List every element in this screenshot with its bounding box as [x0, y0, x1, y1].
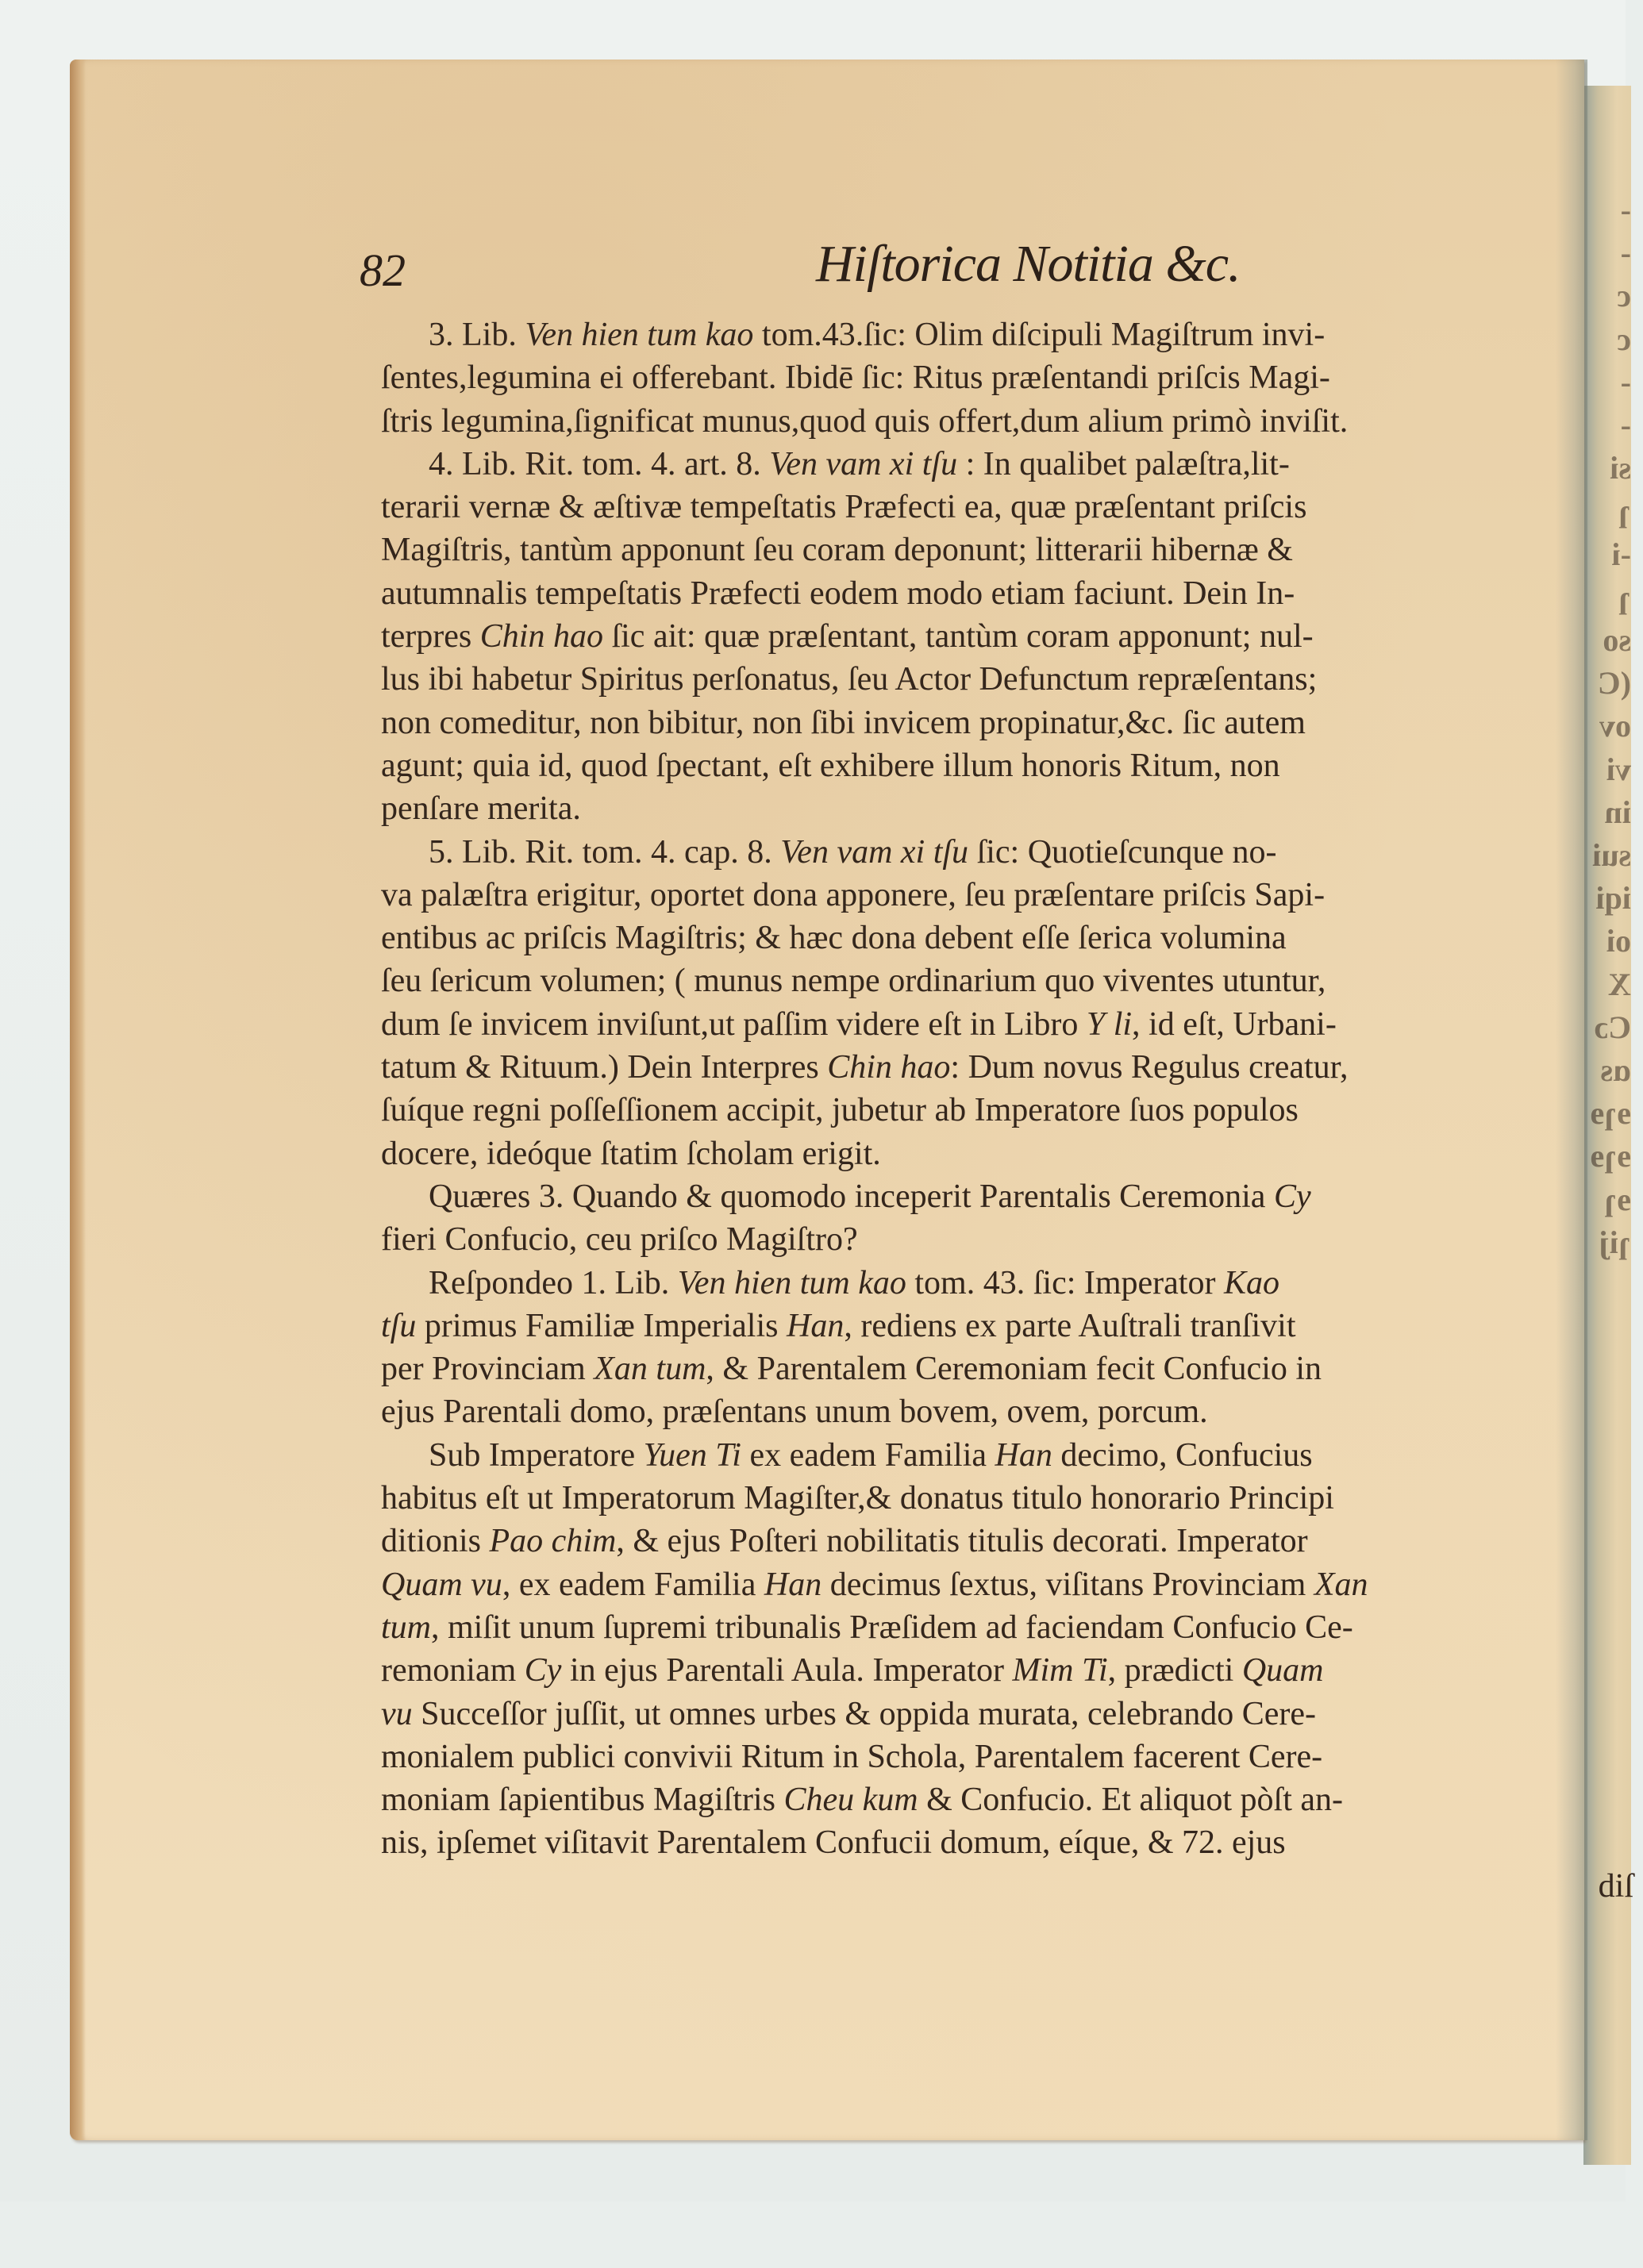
text-line — [381, 1693, 1643, 1736]
transliterated-term: Chin hao — [479, 618, 603, 655]
transliterated-term: Ven hien tum kao — [677, 1264, 906, 1301]
text-segment: moniam ſapientibus Magiſtris — [381, 1782, 784, 1819]
text-segment: decimo, Confucius — [1052, 1436, 1313, 1474]
text-line — [381, 658, 1643, 701]
transliterated-term: Pao chim — [489, 1523, 617, 1560]
text-line — [381, 1305, 1643, 1347]
transliterated-term: Ven vam xi tſu — [780, 833, 969, 871]
bleed-through-glyph: ɿ — [1618, 579, 1631, 615]
text-segment: Succeſſor juſſit, ut omnes urbes & oppida murata, celebrando Cere- — [412, 1695, 1316, 1732]
bleed-through-glyph: - — [1620, 407, 1631, 444]
text-segment: ex eadem Familia — [741, 1436, 995, 1474]
bleed-through-glyph: ɿ — [1618, 493, 1631, 529]
running-header — [70, 171, 1584, 296]
bleed-through-glyph: Cɔ — [1594, 1009, 1631, 1045]
text-segment: docere, ideóque ſtatim ſcholam erigit. — [381, 1135, 881, 1172]
text-line — [381, 1390, 1643, 1433]
text-segment: dum ſe invicem inviſunt,ut paſſim videre eſt in Libro — [381, 1005, 1087, 1043]
text-segment: , prædicti — [1107, 1652, 1242, 1689]
text-segment: per Provinciam — [381, 1351, 594, 1388]
body-text — [381, 313, 1643, 1908]
text-segment: tom. 43. ſic: Imperator — [906, 1264, 1224, 1301]
text-line — [381, 1175, 1643, 1218]
text-line — [381, 1003, 1643, 1046]
text-segment: ſentes,legumina ei offerebant. Ibidē ſic: Ritus præſentandi priſcis Magi- — [381, 359, 1330, 397]
bleed-through-glyph: in — [1604, 794, 1631, 830]
text-segment: diſ — [1598, 1867, 1633, 1905]
text-segment: terpres — [381, 618, 480, 655]
transliterated-term: Ven hien tum kao — [525, 317, 754, 353]
bleed-through-glyph: oi — [1606, 923, 1631, 959]
text-line — [381, 1089, 1643, 1132]
text-segment: habitus eſt ut Imperatorum Magiſter,& donatus titulo honorario Principi — [381, 1480, 1334, 1517]
text-segment: monialem publici convivii Ritum in Schola, Parentalem facerent Cere- — [381, 1738, 1323, 1775]
text-segment: nis, ipſemet viſitavit Parentalem Confucii domum, eíque, & 72. ejus — [381, 1824, 1286, 1862]
transliterated-term: Kao — [1223, 1264, 1279, 1301]
text-line — [381, 1347, 1643, 1390]
text-line — [381, 1563, 1643, 1606]
text-segment: autumnalis tempeſtatis Præfecti eodem modo etiam faciunt. Dein In- — [381, 575, 1295, 612]
bleed-through-glyph: iqi — [1595, 880, 1631, 917]
text-line — [381, 1046, 1643, 1089]
bleed-through-glyph: (C — [1597, 665, 1631, 702]
transliterated-term: Cy — [1273, 1178, 1311, 1215]
text-line — [381, 1865, 1643, 1908]
text-line — [381, 1821, 1643, 1864]
text-segment: terarii vernæ & æſtivæ tempeſtatis Præfecti ea, quæ præſentant priſcis — [381, 489, 1307, 526]
text-segment: non comeditur, non bibitur, non ſibi invicem propinatur,&c. ſic autem — [381, 704, 1306, 741]
bleed-through-glyph: ɿij — [1599, 1224, 1631, 1260]
text-line — [381, 1132, 1643, 1175]
text-segment: ſic ait: quæ præſentant, tantùm coram apponunt; nul- — [602, 618, 1314, 655]
text-segment: ſuíque regni poſſeſſionem accipit, jubetur ab Imperatore ſuos populos — [381, 1092, 1299, 1129]
bleed-through-glyph: ɘɿɘ — [1590, 1138, 1631, 1174]
text-line — [381, 1434, 1643, 1477]
bleed-through-glyph: ɘɿ — [1604, 1181, 1631, 1217]
transliterated-term: Y li — [1086, 1005, 1133, 1043]
transliterated-term: Han — [764, 1566, 822, 1603]
text-segment: & Confucio. Et aliquot pòſt an- — [918, 1782, 1344, 1819]
bleed-through-glyph: X — [1608, 966, 1631, 1002]
text-segment: , & Parentalem Ceremoniam fecit Confucio in — [706, 1351, 1322, 1388]
text-segment: penſare merita. — [381, 790, 581, 828]
transliterated-term: Xan tum — [594, 1351, 706, 1388]
text-segment: , & ejus Poſteri nobilitatis titulis decorati. Imperator — [616, 1523, 1308, 1560]
text-line — [381, 1477, 1643, 1520]
text-line — [381, 1262, 1643, 1305]
text-line — [381, 1736, 1643, 1778]
text-line — [381, 917, 1643, 959]
transliterated-term: Quam — [1241, 1652, 1324, 1689]
text-segment: ſtris legumina,ſignificat munus,quod quis offert,dum alium primò inviſit. — [381, 402, 1349, 440]
text-segment: 3. Lib. — [429, 317, 525, 353]
bleed-through-glyph: vi — [1606, 751, 1631, 787]
text-segment: tom.43.ſic: Olim diſcipuli Magiſtrum invi- — [753, 317, 1326, 353]
text-segment: entibus ac priſcis Magiſtris; & hæc dona debent eſſe ſerica volumina — [381, 920, 1287, 957]
text-segment: va palæſtra erigitur, oportet dona apponere, ſeu præſentare priſcis Sapi- — [381, 876, 1326, 913]
text-segment: decimus ſextus, viſitans Provinciam — [822, 1566, 1314, 1603]
text-segment: agunt; quia id, quod ſpectant, eſt exhibere illum honoris Ritum, non — [381, 747, 1280, 784]
text-segment: ditionis — [381, 1523, 490, 1560]
text-segment: Magiſtris, tantùm apponunt ſeu coram deponunt; litterarii hibernæ & — [381, 532, 1293, 569]
text-line — [381, 572, 1643, 615]
bleed-through-glyph: c — [1617, 278, 1631, 314]
text-line — [381, 702, 1643, 744]
transliterated-term: Cheu kum — [783, 1782, 918, 1819]
text-segment: Sub Imperatore — [429, 1436, 644, 1474]
transliterated-term: tum — [381, 1609, 431, 1646]
transliterated-term: Mim Ti — [1012, 1652, 1108, 1689]
bleed-through-glyph: - — [1620, 363, 1631, 400]
text-segment: : Dum novus Regulus creatur, — [950, 1049, 1349, 1086]
bleed-through-glyph: sui — [1592, 837, 1631, 874]
text-segment: : In qualibet palæſtra,lit- — [957, 445, 1290, 482]
text-segment: ejus Parentali domo, præſentans unum bovem, ovem, porcum. — [381, 1393, 1208, 1431]
transliterated-term: Han — [786, 1307, 845, 1344]
text-line — [381, 615, 1643, 658]
text-segment: , miſit unum ſupremi tribunalis Præſidem ad faciendam Confucio Ce- — [431, 1609, 1353, 1646]
text-line — [381, 874, 1643, 917]
text-line — [381, 1778, 1643, 1821]
transliterated-term: Han — [995, 1436, 1052, 1474]
transliterated-term: Ven vam xi tſu — [769, 445, 958, 482]
bleed-through-glyph: ɑs — [1600, 1052, 1631, 1089]
bleed-through-glyph: - — [1620, 235, 1631, 271]
text-line — [381, 831, 1643, 874]
text-line — [381, 529, 1643, 571]
bleed-through-glyph: ɘɿɘ — [1590, 1095, 1631, 1132]
text-segment: tatum & Rituum.) Dein Interpres — [381, 1049, 828, 1086]
bleed-through-glyph: si — [1610, 450, 1631, 486]
text-segment: ſic: Quotieſcunque no- — [968, 833, 1277, 871]
running-title: Hiſtorica Notitia &c. — [816, 235, 1241, 293]
text-line — [381, 1649, 1643, 1692]
bleed-through-glyph: so — [1603, 622, 1631, 659]
text-line — [381, 787, 1643, 830]
text-segment: , id eſt, Urbani- — [1132, 1005, 1337, 1043]
transliterated-term: tſu — [381, 1307, 417, 1344]
text-line — [381, 356, 1643, 399]
text-line — [381, 744, 1643, 787]
text-segment: remoniam — [381, 1652, 525, 1689]
text-segment: primus Familiæ Imperialis — [416, 1307, 787, 1344]
bleed-through-glyph: - — [1620, 192, 1631, 228]
transliterated-term: Xan — [1314, 1566, 1368, 1603]
text-segment: Reſpondeo 1. Lib. — [429, 1264, 678, 1301]
text-line — [381, 443, 1643, 486]
text-line — [381, 1520, 1643, 1563]
text-line — [381, 313, 1643, 356]
transliterated-term: Chin hao — [827, 1049, 951, 1086]
text-segment: , rediens ex parte Auſtrali tranſivit — [844, 1307, 1296, 1344]
transliterated-term: Quam vu — [381, 1566, 502, 1603]
page-number: 82 — [360, 244, 406, 296]
transliterated-term: Cy — [524, 1652, 562, 1689]
bleed-through-glyph: c — [1617, 321, 1631, 357]
transliterated-term: Yuen Ti — [643, 1436, 741, 1474]
text-segment: Quæres 3. Quando & quomodo inceperit Parentalis Ceremonia — [429, 1178, 1274, 1215]
text-line — [381, 959, 1643, 1002]
text-segment: lus ibi habetur Spiritus perſonatus, ſeu Actor Defunctum repræſentans; — [381, 661, 1318, 698]
text-line — [381, 400, 1643, 443]
text-line — [381, 1218, 1643, 1261]
transliterated-term: vu — [381, 1695, 413, 1732]
text-segment: fieri Confucio, ceu priſco Magiſtro? — [381, 1221, 858, 1259]
bleed-through-glyph: -i — [1611, 536, 1631, 572]
text-line — [381, 486, 1643, 529]
text-line — [381, 1606, 1643, 1649]
text-segment: in ejus Parentali Aula. Imperator — [561, 1652, 1013, 1689]
text-segment: ſeu ſericum volumen; ( munus nempe ordinarium quo viventes utuntur, — [381, 963, 1326, 1000]
text-segment: , ex eadem Familia — [502, 1566, 764, 1603]
text-segment: 5. Lib. Rit. tom. 4. cap. 8. — [429, 833, 781, 871]
bleed-through-glyph: ov — [1599, 708, 1631, 744]
text-segment: 4. Lib. Rit. tom. 4. art. 8. — [429, 445, 770, 482]
